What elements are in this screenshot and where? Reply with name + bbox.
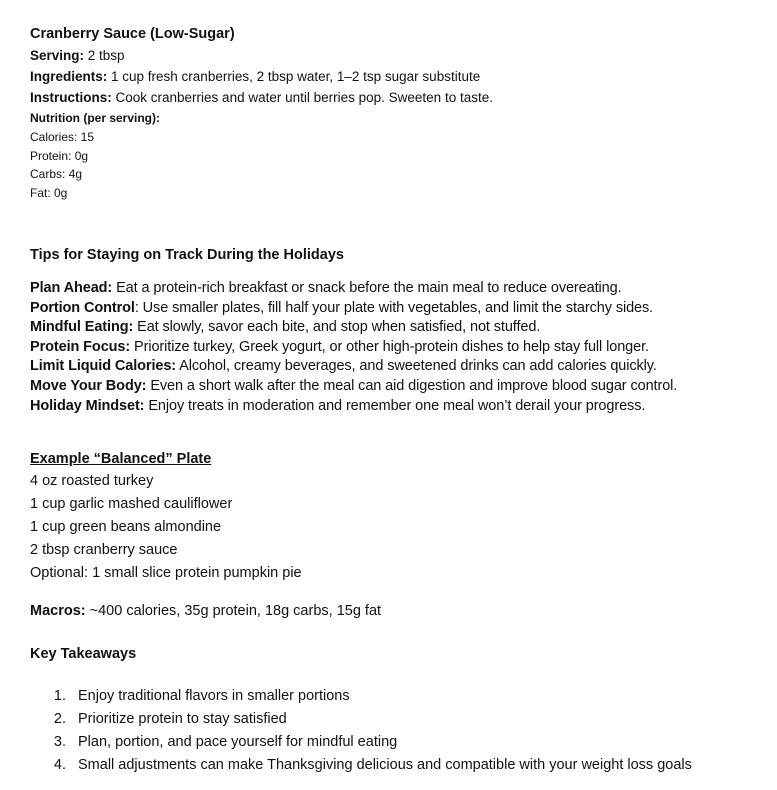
takeaway-text: Prioritize protein to stay satisfied xyxy=(78,711,287,727)
plate-title: Example “Balanced” Plate xyxy=(30,451,212,467)
plate-item: 1 cup garlic mashed cauliflower xyxy=(30,496,233,512)
takeaways-title: Key Takeaways xyxy=(30,646,137,662)
tip-text: Eat a protein-rich breakfast or snack before the main meal to reduce overeating. xyxy=(112,280,622,296)
nutrition-carbs: Carbs: 4g xyxy=(30,167,83,181)
plate-item: Optional: 1 small slice protein pumpkin pie xyxy=(30,565,302,581)
macros-value: ~400 calories, 35g protein, 18g carbs, 15g fat xyxy=(85,603,382,619)
takeaway-number: 1. xyxy=(53,688,66,704)
tip-protein-focus xyxy=(30,339,649,355)
tip-text: : Use smaller plates, fill half your plate with vegetables, and limit the starchy sides. xyxy=(134,300,654,316)
recipe-title: Cranberry Sauce (Low-Sugar) xyxy=(30,26,235,42)
tip-liquid-calories xyxy=(30,358,657,374)
takeaway-text: Small adjustments can make Thanksgiving delicious and compatible with your weight loss goals xyxy=(78,757,692,773)
tip-label: Limit Liquid Calories: xyxy=(30,358,177,374)
takeaway-number: 2. xyxy=(53,711,66,727)
ingredients-value: 1 cup fresh cranberries, 2 tbsp water, 1–2 tsp sugar substitute xyxy=(107,69,481,84)
tip-label: Portion Control xyxy=(30,300,135,316)
ingredients-label: Ingredients: xyxy=(30,69,108,84)
tip-label: Holiday Mindset: xyxy=(30,398,145,414)
recipe-instructions xyxy=(30,90,493,105)
plate-item: 4 oz roasted turkey xyxy=(30,473,154,489)
plate-macros xyxy=(30,603,381,619)
serving-value: 2 tbsp xyxy=(84,48,125,63)
tip-text: Even a short walk after the meal can aid digestion and improve blood sugar control. xyxy=(146,378,678,394)
nutrition-protein: Protein: 0g xyxy=(30,149,89,163)
nutrition-heading: Nutrition (per serving): xyxy=(30,111,161,125)
recipe-serving xyxy=(30,48,125,63)
tip-label: Mindful Eating: xyxy=(30,319,134,335)
recipe-ingredients xyxy=(30,69,480,84)
macros-label: Macros: xyxy=(30,603,86,619)
tip-label: Plan Ahead: xyxy=(30,280,113,296)
takeaway-number: 3. xyxy=(53,734,66,750)
tip-mindful-eating xyxy=(30,319,540,335)
tip-text: Enjoy treats in moderation and remember one meal won’t derail your progress. xyxy=(144,398,646,414)
plate-item: 2 tbsp cranberry sauce xyxy=(30,542,178,558)
tip-move-body xyxy=(30,378,677,394)
nutrition-fat: Fat: 0g xyxy=(30,186,68,200)
tip-text: Eat slowly, savor each bite, and stop when satisfied, not stuffed. xyxy=(133,319,541,335)
tip-text: Alcohol, creamy beverages, and sweetened drinks can add calories quickly. xyxy=(176,358,657,374)
takeaway-text: Enjoy traditional flavors in smaller portions xyxy=(78,688,350,704)
tip-portion-control xyxy=(30,300,653,316)
tip-text: Prioritize turkey, Greek yogurt, or other high-protein dishes to help stay full longer. xyxy=(130,339,649,355)
tip-plan-ahead xyxy=(30,280,622,296)
takeaway-number: 4. xyxy=(53,757,66,773)
tip-label: Move Your Body: xyxy=(30,378,147,394)
serving-label: Serving: xyxy=(30,48,85,63)
instructions-label: Instructions: xyxy=(30,90,112,105)
takeaway-text: Plan, portion, and pace yourself for mindful eating xyxy=(78,734,398,750)
plate-item: 1 cup green beans almondine xyxy=(30,519,222,535)
tip-label: Protein Focus: xyxy=(30,339,131,355)
tips-title: Tips for Staying on Track During the Holidays xyxy=(30,247,344,263)
tip-holiday-mindset xyxy=(30,398,645,414)
instructions-value: Cook cranberries and water until berries pop. Sweeten to taste. xyxy=(111,90,493,105)
nutrition-calories: Calories: 15 xyxy=(30,130,95,144)
